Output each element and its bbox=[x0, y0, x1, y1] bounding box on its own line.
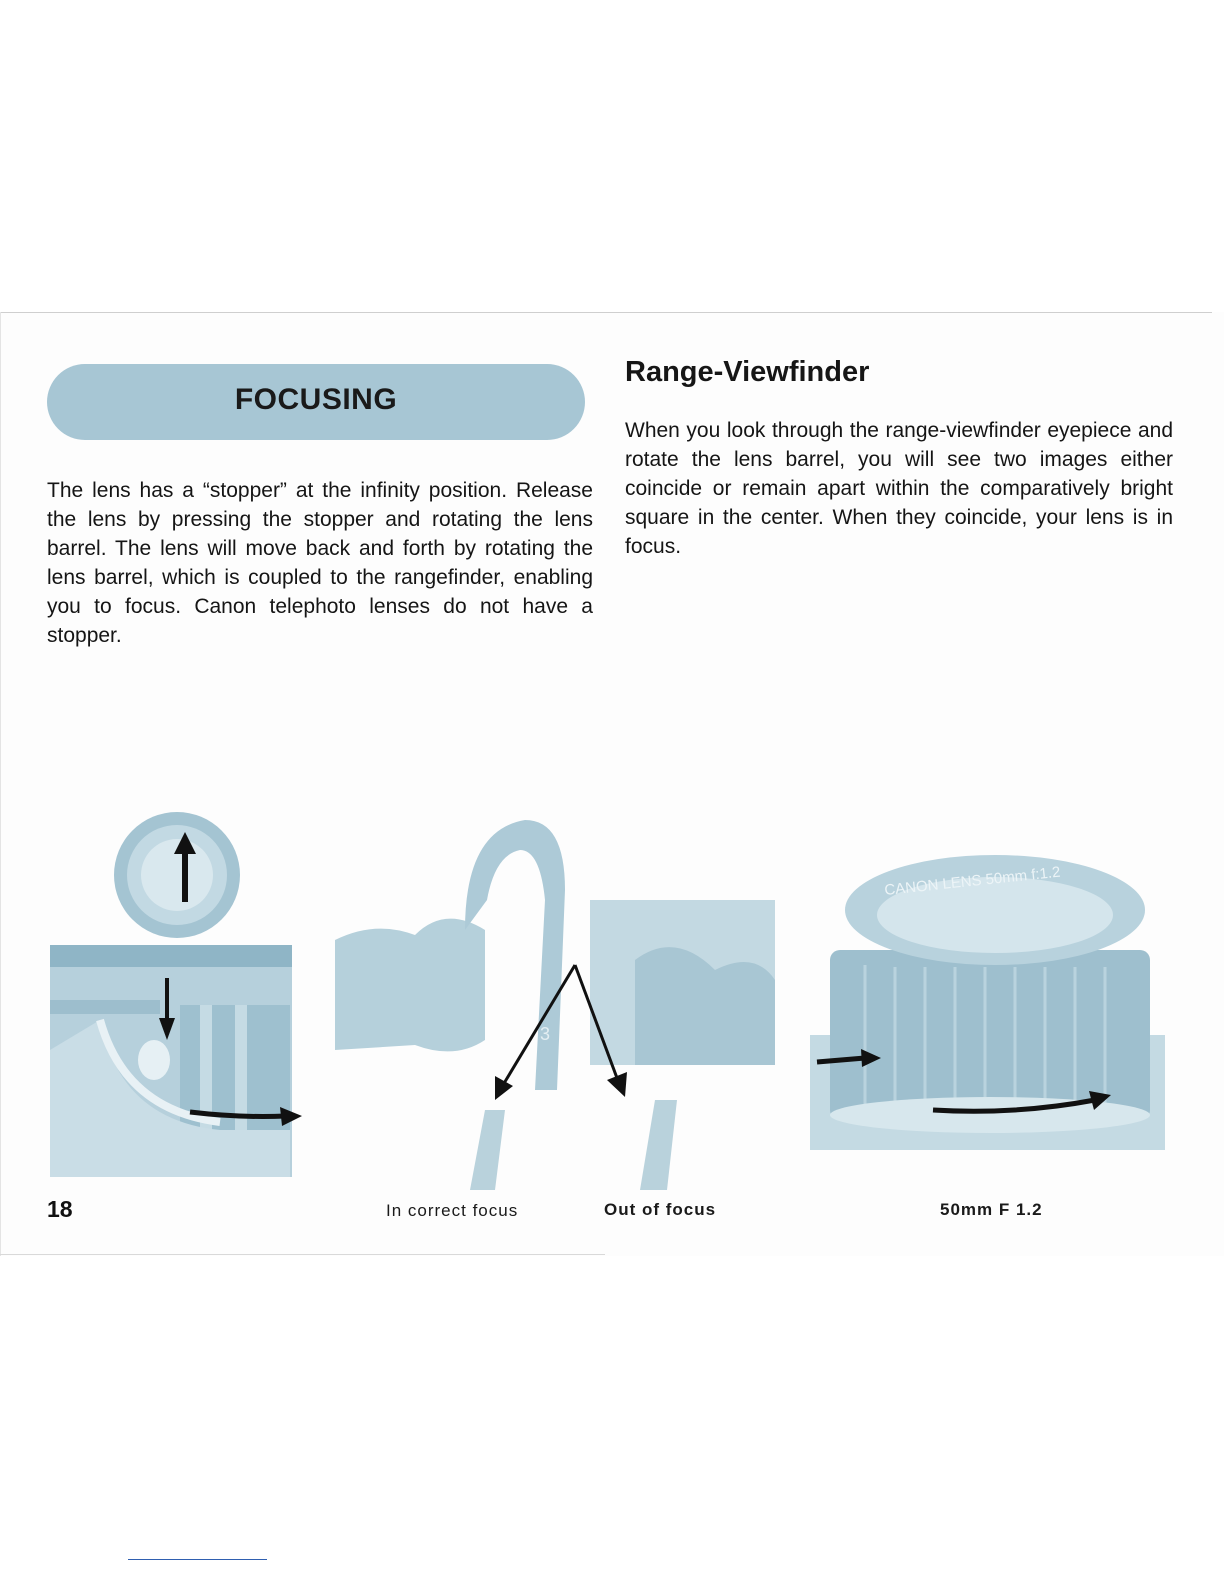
caption-in-correct-focus: In correct focus bbox=[386, 1201, 519, 1220]
page-top-rule bbox=[0, 312, 1212, 313]
subsection-title: Range-Viewfinder bbox=[625, 356, 870, 388]
focus-comparison-figure bbox=[335, 810, 775, 1190]
caption-out-of-focus: Out of focus bbox=[604, 1200, 717, 1219]
section-title: FOCUSING bbox=[234, 383, 398, 416]
page-bottom-rule bbox=[0, 1254, 605, 1255]
section-title-banner bbox=[47, 364, 585, 440]
caption-lens-model: 50mm F 1.2 bbox=[940, 1200, 1043, 1219]
bottom-link-underline bbox=[128, 1559, 267, 1560]
page-left-rule bbox=[0, 312, 1, 1256]
lens-barrel-label: CANON LENS 50mm f:1.2 bbox=[883, 863, 1062, 899]
stopper-release-figure bbox=[40, 800, 310, 1180]
lens-figure bbox=[805, 855, 1175, 1165]
range-viewfinder-paragraph: When you look through the range-viewfinder eyepiece and rotate the lens barrel, you will see two images either coincide or remain apart within the comparatively bright square in the center. When they coincide, your lens is in focus. bbox=[625, 419, 1173, 558]
svg-text:3: 3 bbox=[540, 1024, 551, 1044]
focusing-paragraph: The lens has a “stopper” at the infinity position. Release the lens by pressing the stopper and rotating the lens barrel. The lens will move back and forth by rotating the lens barrel, which is coupled to the rangefinder, enabling you to focus. Canon telephoto lenses do not have a stopper. bbox=[47, 479, 593, 647]
page-number: 18 bbox=[47, 1196, 73, 1222]
